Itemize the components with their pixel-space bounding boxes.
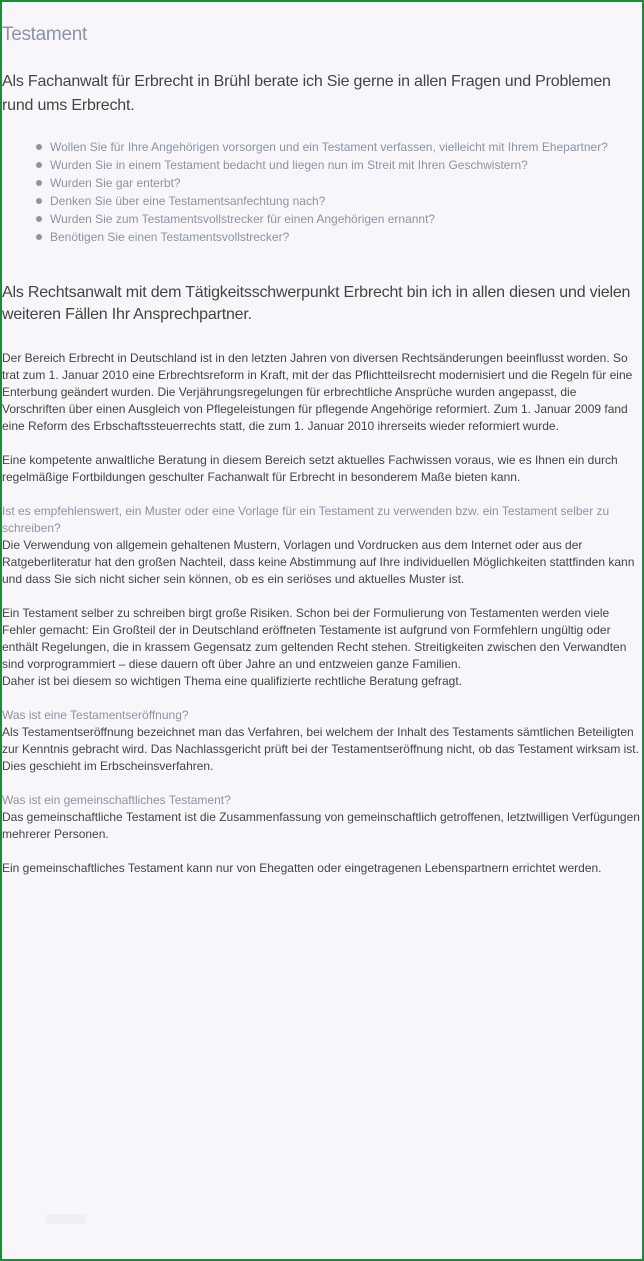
faq-answer: Das gemeinschaftliche Testament ist die Zusammenfassung von gemeinschaftlich getroffenen, letztwilligen Verfügungen mehrerer Personen. [2, 810, 640, 841]
faq-question: Was ist ein gemeinschaftliches Testament? [2, 793, 231, 807]
paragraph: Ein Testament selber zu schreiben birgt große Risiken. Schon bei der Formulierung von Testamenten werden viele Fehler gemacht: Ein Großteil der in Deutschland eröffneten Testamente ist aufgrund von Formfehlern ungültig oder enthält Regelungen, die in krassem Gegensatz zum geltenden Recht stehen. Streitigkeiten zwischen den Verwandten sind vorprogrammiert – diese dauern oft über Jahre an und entzweien ganze Familien. [2, 606, 627, 671]
paragraph: Daher ist bei diesem so wichtigen Thema eine qualifizierte rechtliche Beratung gefragt. [2, 674, 463, 688]
body-text [2, 350, 642, 894]
list-item: Wollen Sie für Ihre Angehörigen vorsorgen und ein Testament verfassen, vielleicht mit Ihrem Ehepartner? [50, 138, 644, 156]
paragraph: Eine kompetente anwaltliche Beratung in diesem Bereich setzt aktuelles Fachwissen voraus, wie es Ihnen ein durch regelmäßige Fortbildungen geschulter Fachanwalt für Erbrecht in besonderem Maße bieten kann. [2, 453, 618, 484]
footer-mark [46, 1214, 86, 1224]
list-item: Wurden Sie gar enterbt? [50, 174, 644, 192]
list-item: Wurden Sie zum Testamentsvollstrecker für einen Angehörigen ernannt? [50, 210, 644, 228]
faq-question: Ist es empfehlenswert, ein Muster oder eine Vorlage für ein Testament zu verwenden bzw. ein Testament selber zu schreiben? [2, 504, 610, 535]
faq-answer: Die Verwendung von allgemein gehaltenen Mustern, Vorlagen und Vordrucken aus dem Internet oder aus der Ratgeberliteratur hat den großen Nachteil, dass keine Abstimmung auf Ihre individuellen Möglichkeiten stattfinden kann und dass Sie sich nicht sicher sein können, ob es ein seriöses und aktuelles Muster ist. [2, 538, 635, 586]
list-item: Wurden Sie in einem Testament bedacht und liegen nun im Streit mit Ihren Geschwistern? [50, 156, 644, 174]
faq-answer: Als Testamentseröffnung bezeichnet man das Verfahren, bei welchem der Inhalt des Testaments sämtlichen Beteiligten zur Kenntnis gebracht wird. Das Nachlassgericht prüft bei der Testamentseröffnung nicht, ob das Testament wirksam ist. Dies geschieht im Erbscheinsverfahren. [2, 725, 639, 773]
question-list [2, 138, 644, 246]
paragraph: Der Bereich Erbrecht in Deutschland ist in den letzten Jahren von diversen Rechtsänderungen beeinflusst worden. So trat zum 1. Januar 2010 eine Erbrechtsreform in Kraft, mit der das Pflichtteilsrecht modernisiert und die Regeln für eine Enterbung geändert wurden. Die Verjährungsregelungen für erbrechtliche Ansprüche wurden angepasst, die Vorschriften über einen Ausgleich von Pflegeleistungen für pflegende Angehörige reformiert. Zum 1. Januar 2009 fand eine Reform des Erbschaftssteuerrechts statt, die zum 1. Januar 2010 ihrerseits wieder reformiert wurde. [2, 351, 633, 433]
faq-question: Was ist eine Testamentseröffnung? [2, 708, 189, 722]
intro-text: Als Fachanwalt für Erbrecht in Brühl berate ich Sie gerne in allen Fragen und Problemen rund ums Erbrecht. [2, 73, 611, 114]
page-title: Testament [2, 24, 87, 45]
paragraph: Ein gemeinschaftliches Testament kann nur von Ehegatten oder eingetragenen Lebenspartnern errichtet werden. [2, 861, 602, 875]
faq-block [2, 503, 642, 588]
faq-block [2, 707, 642, 775]
faq-block [2, 792, 642, 843]
list-item: Denken Sie über eine Testamentsanfechtung nach? [50, 192, 644, 210]
list-item: Benötigen Sie einen Testamentsvollstrecker? [50, 228, 644, 246]
faq-block [2, 605, 642, 690]
specialist-text: Als Rechtsanwalt mit dem Tätigkeitsschwerpunkt Erbrecht bin ich in allen diesen und vielen weiteren Fällen Ihr Ansprechpartner. [2, 284, 631, 323]
